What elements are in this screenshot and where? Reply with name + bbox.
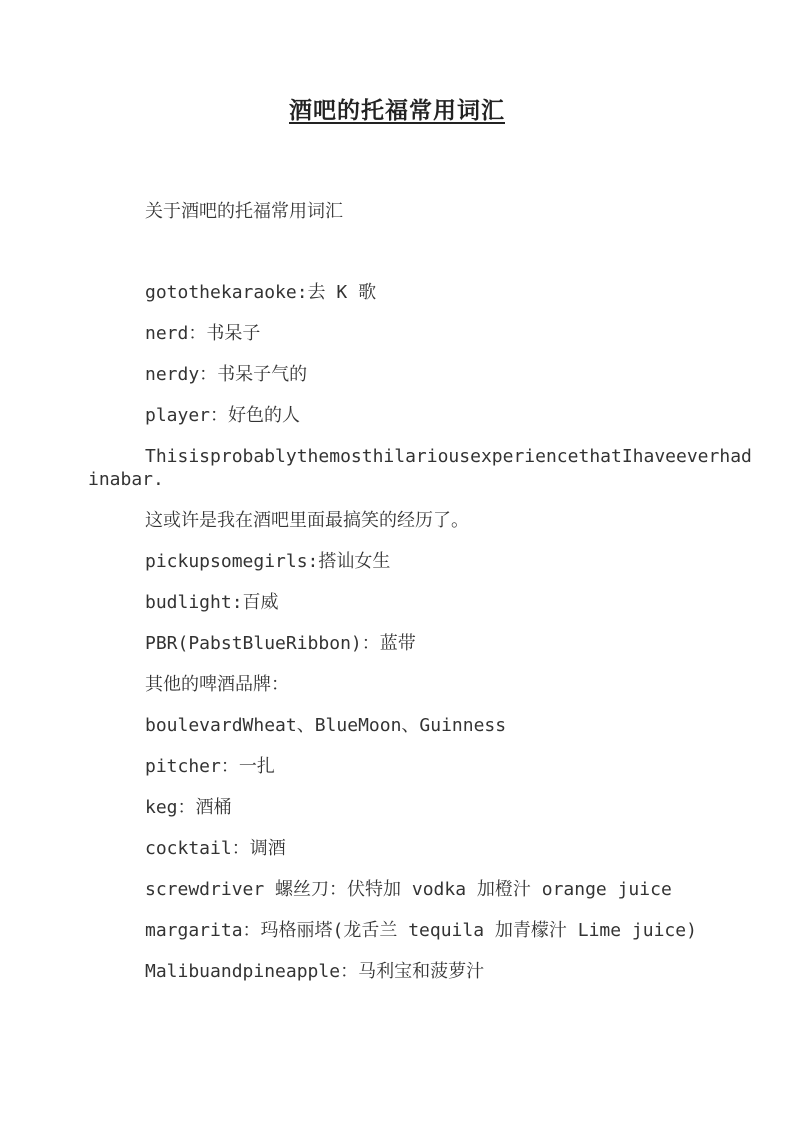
document-line-text: nerd：书呆子 xyxy=(145,323,261,344)
document-line xyxy=(88,673,704,696)
document-line xyxy=(88,363,704,386)
document-line xyxy=(88,878,704,901)
document-line-text: pitcher：一扎 xyxy=(145,756,275,777)
document-line xyxy=(88,632,704,655)
document-line-text: Malibuandpineapple：马利宝和菠萝汁 xyxy=(145,961,485,982)
document-line xyxy=(88,404,704,427)
document-line xyxy=(88,281,704,304)
document-title: 酒吧的托福常用词汇 xyxy=(289,97,505,124)
document-line-text: PBR(PabstBlueRibbon)：蓝带 xyxy=(145,633,416,654)
document-line xyxy=(88,509,704,532)
document-line-text: 其他的啤酒品牌： xyxy=(145,674,289,695)
document-line-text: budlight:百威 xyxy=(145,592,279,613)
document-line-text: cocktail：调酒 xyxy=(145,838,286,859)
document-line xyxy=(88,837,704,860)
document-line xyxy=(88,919,704,942)
document-line xyxy=(88,200,704,223)
document-line-text: pickupsomegirls:搭讪女生 xyxy=(145,551,391,572)
document-line xyxy=(88,445,752,468)
document-line xyxy=(88,468,704,491)
document-line xyxy=(88,796,704,819)
document-line-text: margarita：玛格丽塔(龙舌兰 tequila 加青檬汁 Lime juice) xyxy=(145,920,697,941)
document-line xyxy=(88,714,704,737)
document-line-text: keg：酒桶 xyxy=(145,797,232,818)
document-line-text: player：好色的人 xyxy=(145,405,301,426)
document-line-text: boulevardWheat、BlueMoon、Guinness xyxy=(145,715,507,736)
document-line xyxy=(88,960,704,983)
document-line xyxy=(88,550,704,573)
document-body xyxy=(88,200,752,983)
document-line xyxy=(88,755,704,778)
document-line xyxy=(88,591,704,614)
document-line-text: gotothekaraoke:去 K 歌 xyxy=(145,282,377,303)
document-line-text: 关于酒吧的托福常用词汇 xyxy=(145,201,343,222)
document-line-text: 这或许是我在酒吧里面最搞笑的经历了。 xyxy=(145,510,469,531)
document-line-text: inabar. xyxy=(88,469,164,490)
document-line-text: nerdy：书呆子气的 xyxy=(145,364,308,385)
document-line xyxy=(88,322,704,345)
document-line-text: ThisisprobablythemosthilariousexperiencethatIhaveeverhad xyxy=(145,446,752,467)
document-line-text: screwdriver 螺丝刀：伏特加 vodka 加橙汁 orange juice xyxy=(145,879,672,900)
